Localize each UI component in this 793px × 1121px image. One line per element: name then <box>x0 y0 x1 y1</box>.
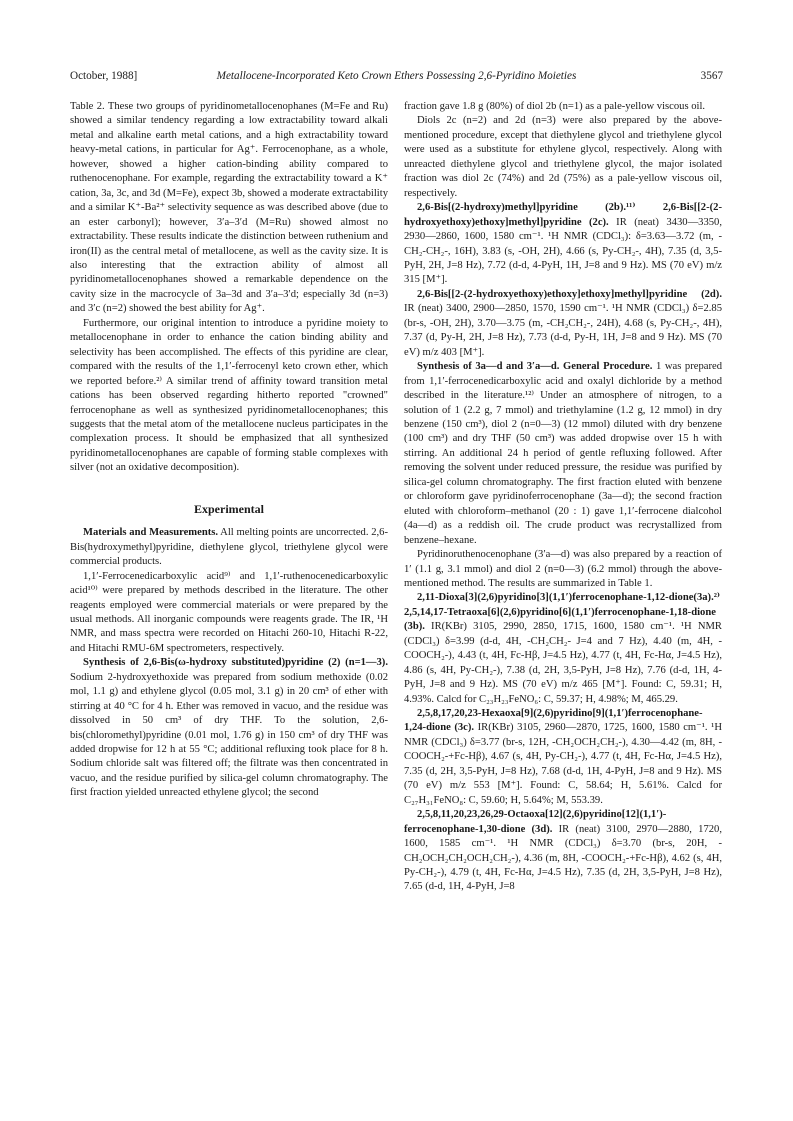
paragraph-materials <box>70 526 388 569</box>
compound-3c-data <box>404 707 722 808</box>
paragraph-reagents: 1,1′-Ferrocenedicarboxylic acid⁹⁾ and 1,1′-ruthenocenedicarboxylic acid¹⁰⁾ were prepared by methods described in the literature. The other reagents employed were commercial materials or were prepared by the usual methods. All inorganic compounds were reagents grade. The IR, ¹H NMR, and mass spectra were recorded on Hitachi 260-10, Hitachi R-22, and Hitachi RMU-6M spectrometers, respectively. <box>70 570 388 654</box>
paragraph-extraction-results: Table 2. These two groups of pyridinometallocenophanes (M=Fe and Ru) showed a similar tendency regarding a low extractability toward alkali metal and alkaline earth metal cations, and a high extractability toward heavy-metal cations, in particular for Ag⁺. Ferrocenophane, as a whole, however, showed a higher cation-binding ability compared to ruthenocenophane. For example, regarding the extractability toward a K⁺ cation, 3a, 3c, and 3d (M=Fe), expect 3b, showed a moderate extractability and a similar K⁺-Ba²⁺ selectivity sequence as was described above (due to an ester carbonyl); however, 3′a–3′d (M=Ru) showed almost no extractability. These results indicate the distinction between ruthenium and iron(II) as the central metal of metallocene, as well as the cavity size. It is also interesting that the extraction ability of almost all pyridinometallocenophanes showed a remarkable dependence on the cavity size in the macrocycle of 3a–3d and 3′a–3′d; especially 3d (n=3) and 3′c (n=2) showed the best ability for Ag⁺. <box>70 101 388 315</box>
compound-3c-heading: 2,5,8,17,20,23-Hexaoxa[9](2,6)pyridino[9](1,1′)ferrocenophane-1,24-dione (3c). <box>404 708 703 734</box>
page-number: 3567 <box>700 70 723 82</box>
compound-3d-data <box>404 808 722 895</box>
running-title: Metallocene-Incorporated Keto Crown Ethers Possessing 2,6-Pyridino Moieties <box>216 70 577 82</box>
synthesis-diol-text: Sodium 2-hydroxyethoxide was prepared from sodium methoxide (0.02 mol, 1.1 g) and ethylene glycol (0.05 mol, 3.1 g) in 20 cm³ of ether with stirring at 40 °C for 4 h. Ether was removed in vacuo, and the residue was dissolved in 50 cm³ of dry THF. To the solution, 2,6-bis(chloromethyl)pyridine (0.01 mol, 1.76 g) in 150 cm³ of dry THF was added dropwise for 12 h at 55 °C; additional refluxing took place for 8 h. Sodium chloride salt was filtered off; the filtrate was then concentrated in vacuo, and the residue purified by silica-gel column chromatography. The first fraction yielded unreacted ethylene glycol; the second <box>70 671 388 799</box>
compound-2b-heading: 2,6-Bis[(2-hydroxy)methyl]pyridine (2b).¹¹⁾ <box>417 202 636 214</box>
paragraph-diol-2b-yield: fraction gave 1.8 g (80%) of diol 2b (n=1) as a pale-yellow viscous oil. <box>404 101 706 112</box>
general-procedure-text: 1 was prepared from 1,1′-ferrocenedicarboxylic acid and oxalyl dichloride by a method described in the literature.¹²⁾ Under an atmosphere of nitrogen, to a solution of 1 (2.2 g, 7 mmol) and triethylamine (1.2 g, 12 mmol) in dry benzene (150 cm³), diol 2 (n=0—3) (12 mmol) diluted with dry benzene (100 cm³) and dry THF (50 cm³) was added dropwise over 15 h with stirring. An additional 24 h period of gentle refluxing followed. After removing the solvent under reduced pressure, the residue was purified by silica-gel column chromatography. The first fraction eluted with benzene or chloroform gave pyridinoferrocenophane (3a—d); the second fraction eluted with chloroform–methanol (20 : 1) gave 1,1′-ferrocene dialcohol (4a—d) as a reddish oil. The crude product was recrystallized from benzene–hexane. <box>404 361 722 546</box>
section-title-experimental: Experimental <box>194 501 264 516</box>
paragraph-synthesis-diol <box>70 656 388 801</box>
synthesis-diol-heading: Synthesis of 2,6-Bis(ω-hydroxy substituted)pyridine (2) (n=1—3). <box>83 657 388 669</box>
compound-3b-heading: 2,5,14,17-Tetraoxa[6](2,6)pyridino[6](1,1′)ferrocenophane-1,18-dione (3b). <box>404 606 716 633</box>
compound-3a-heading: 2,11-Dioxa[3](2,6)pyridino[3](1,1′)ferrocenophane-1,12-dione(3a).²⁾ <box>417 592 721 604</box>
compound-2c-heading: 2,6-Bis[[2-(2-hydroxyethoxy)ethoxy]methyl]pyridine (2c). <box>404 202 722 228</box>
right-column <box>404 100 722 895</box>
left-column <box>70 100 388 801</box>
compound-3a-3b-data <box>404 591 722 707</box>
compound-2c-text: IR (neat) 3430—3350, 2930—2860, 1600, 1580 cm⁻¹. ¹H NMR (CDCl₃): δ=3.63—3.72 (m, -CH₂-CH₂-, 16H), 3.83 (s, -OH, 2H), 4.66 (s, Py-CH₂-, 4H), 7.35 (d, 3,5-PyH, 2H, J=8 Hz), 7.72 (d-d, 4-PyH, 1H, J=8 and 9 Hz). MS (70 eV) m/z 315 [M⁺]. <box>404 216 722 286</box>
compound-3d-heading: 2,5,8,11,20,23,26,29-Octaoxa[12](2,6)pyridino[12](1,1′)-ferrocenophane-1,30-dione (3d). <box>404 809 667 835</box>
general-procedure <box>404 360 722 548</box>
running-header <box>70 68 723 84</box>
compound-2d-heading: 2,6-Bis[[2-(2-hydroxyethoxy)ethoxy]ethoxy]methyl]pyridine (2d). <box>417 288 722 300</box>
compound-3d-text: IR (neat) 3100, 2970—2880, 1720, 1600, 1585 cm⁻¹. ¹H NMR (CDCl₃) δ=3.70 (br-s, 20H, -CH₂OCH₂CH₂OCH₂CH₂-), 4.36 (m, 8H, -COOCH₂-+Fc-Hβ), 4.62 (s, 4H, Py-CH₂-), 4.79 (t, 4H, Fc-Hα, J=4.5 Hz), 7.35 (d, 2H, 3,5-PyH, J=8 Hz), 7.65 (d-d, 1H, 4-PyH, J=8 <box>404 823 722 893</box>
paragraph-pyridine-effect: Furthermore, our original intention to introduce a pyridine moiety to metallocenophane in order to enhance the cation binding ability and selectivity has been accomplished. The effects of this pyridine are clear, compared with the results of the 1,1′-ferrocenyl keto crown ether, which we reported before.²⁾ A similar trend of affinity toward transition metal cations has been observed regarding hitherto reported "crowned" ferrocenophane as well as synthesized pyridinometallocenophanes; this suggests that the metal atom of the metallocene nucleus participates in the complexation process. It should be emphasized that all synthesized pyridinometallocenophanes are capable of forming stable complexes with silver (not an oxidative decomposition). <box>70 317 388 474</box>
paragraph-diols-2c-2d: Diols 2c (n=2) and 2d (n=3) were also prepared by the above-mentioned procedure, except that diethylene glycol and triethylene glycol were used as a substitute for ethylene glycol, respectively. Along with unreacted diethylene glycol and triethylene glycol, the major isolated fraction was diol 2c (74%) and 2d (75%) as a pale-yellow viscous oil, respectively. <box>404 115 722 199</box>
paragraph-ruthenocenophane: Pyridinoruthenocenophane (3′a—d) was also prepared by a reaction of 1′ (1.1 g, 3.1 mmol) and diol 2 (n=0—3) (6.2 mmol) through the above-mentioned method. The results are summarized in Table 1. <box>404 549 722 589</box>
general-procedure-heading: Synthesis of 3a—d and 3′a—d. General Procedure. <box>417 361 653 373</box>
compound-3b-text: IR(KBr) 3105, 2990, 2850, 1715, 1600, 1580 cm⁻¹. ¹H NMR (CDCl₃) δ=3.99 (d-d, 4H, -CH₂CH₂- J=4 and 7 Hz), 4.40 (m, 4H, -COOCH₂-), 4.43 (t, 4H, Fc-Hβ, J=4.5 Hz), 4.77 (t, 4H, Fc-Hα, J=4.5 Hz), 4.86 (s, 4H, Py-CH₂-), 7.38 (d, 2H, 3,5-PyH, J=8 Hz), 7.76 (d-d, 1H, 4-PyH, J=8 and 9 Hz). MS (70 eV) m/z 465 [M⁺]. Found: C, 59.31; H, 4.93%. Calcd for C₂₃H₂₃FeNO₆: C, 59.37; H, 4.98%; M, 465.29. <box>404 621 722 705</box>
materials-heading: Materials and Measurements. <box>83 527 219 539</box>
compound-2d-data <box>404 288 722 360</box>
issue-date: October, 1988] <box>70 70 138 82</box>
compound-3c-text: IR(KBr) 3105, 2960—2870, 1725, 1600, 1580 cm⁻¹. ¹H NMR (CDCl₃) δ=3.77 (br-s, 12H, -CH₂OCH₂CH₂-), 4.30—4.42 (m, 8H, -COOCH₂-+Fc-Hβ), 4.67 (s, 4H, Py-CH₂-), 4.77 (t, 4H, Fc-Hα, J=4.5 Hz), 7.35 (d, 2H, 3,5-PyH, J=8 Hz), 7.68 (d-d, 1H, 4-PyH, J=8 and 9 Hz). MS (70 eV) m/z 553 [M⁺]. Found: C, 58.64; H, 5.61%. Calcd for C₂₇H₃₁FeNO₈: C, 59.60; H, 5.64%; M, 553.39. <box>404 722 722 806</box>
materials-text: All melting points are uncorrected. 2,6-Bis(hydroxymethyl)pyridine, diethylene glycol, triethylene glycol were commercial products. <box>70 527 388 568</box>
compound-2d-text: IR (neat) 3400, 2900—2850, 1570, 1590 cm⁻¹. ¹H NMR (CDCl₃) δ=2.85 (br-s, -OH, 2H), 3.70—3.75 (m, -CH₂CH₂-, 24H), 4.68 (s, Py-CH₂-, 4H), 7.37 (d, Py-H, 2H, J=8 Hz), 7.73 (d-d, Py-H, 1H, J=8 and 9 Hz). MS (70 eV) m/z 403 [M⁺]. <box>404 303 722 358</box>
compound-2b-2c-data <box>404 201 722 288</box>
